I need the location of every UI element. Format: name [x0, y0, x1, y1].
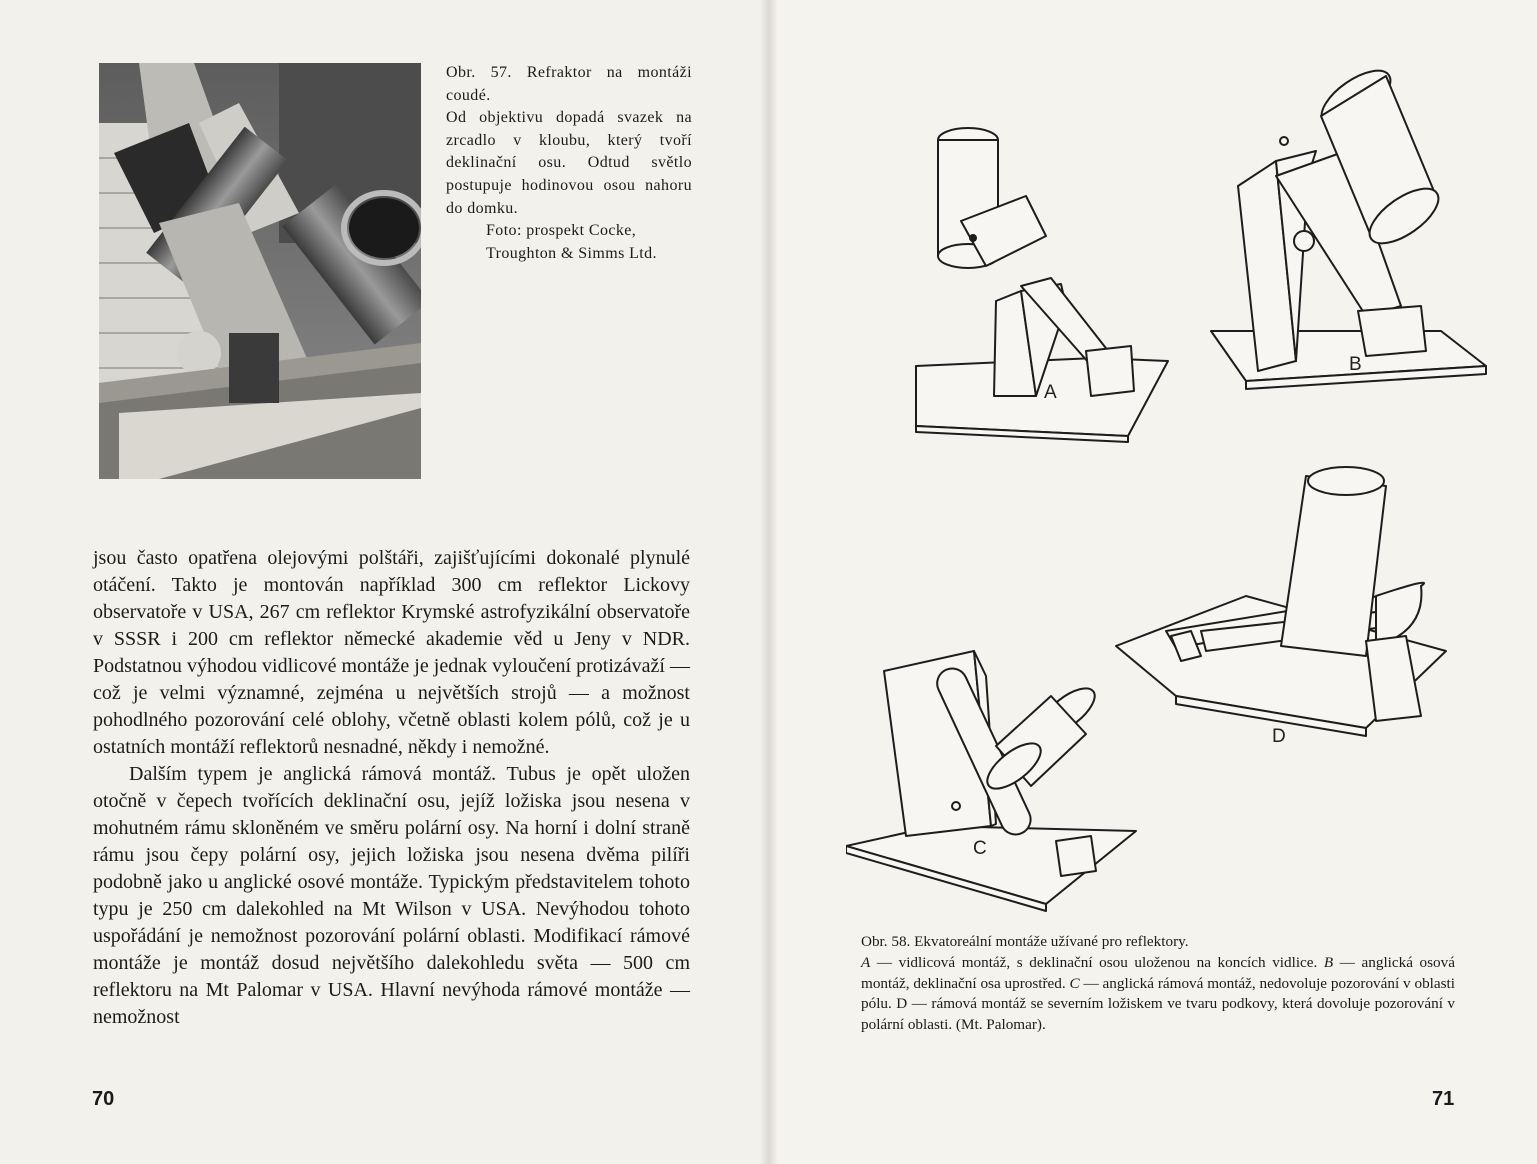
caption58-title: Obr. 58. Ekvatoreální montáže užívané pro reflektory. [861, 933, 1189, 950]
caption58-c-letter: C [1069, 974, 1080, 992]
caption58-b-letter: B [1323, 953, 1334, 971]
left-page [0, 0, 768, 1164]
caption58-c-text: — anglická rámová montáž, nedovoluje pozorování v oblasti pólu. D — rámová montáž se severním ložiskem ve tvaru podkovy, která dovoluje pozorování v polární oblasti. (Mt. Palomar). [861, 974, 1455, 1034]
mounts-line-art [846, 56, 1506, 916]
caption58-a-letter: A [861, 953, 871, 971]
mount-b-drawing [1211, 60, 1486, 389]
mount-d-drawing [1116, 467, 1446, 736]
caption-title: Obr. 57. Refraktor na montáži coudé. [446, 64, 692, 104]
caption-credit-1: Foto: prospekt Cocke, [486, 222, 637, 240]
caption58-a-text: — vidlicová montáž, s deklinační osou uloženou na koncích vidlice. [870, 953, 1318, 971]
body-text [93, 545, 690, 1031]
figure-label-d: D [1272, 726, 1286, 747]
mount-a-drawing [916, 128, 1168, 442]
paragraph-2: Dalším typem je anglická rámová montáž. Tubus je opět uložen otočně v čepech tvořících deklinační osu, jejíž ložiska jsou nesena v mohutném rámu skloněném ve směru polární osy. Na horní i dolní straně rámu jsou čepy polární osy, jejich ložiska jsou nesena dvěma pilíři podobně jako u anglické osové montáže. Typickým představitelem tohoto typu je 250 cm dalekohled na Mt Wilson v USA. Nevýhodou tohoto uspořádání je nemožnost pozorování polární oblasti. Modifikací rámové montáže je montáž dosud největšího dalekohledu světa — 500 cm reflektoru na Mt Palomar v USA. Hlavní nevýhoda rámové montáže — nemožnost [93, 763, 690, 1028]
page-number-left: 70 [92, 1088, 115, 1110]
book-gutter [760, 0, 778, 1164]
refractor-coude-photo [99, 63, 421, 479]
figure-58-mounts-drawing [846, 56, 1506, 916]
figure-label-a: A [1044, 382, 1057, 403]
mount-c-drawing [846, 651, 1136, 911]
figure-label-b: B [1349, 354, 1362, 375]
page-number-right: 71 [1432, 1088, 1455, 1110]
caption-credit-2: Troughton & Simms Ltd. [486, 244, 657, 262]
figure-58-caption [861, 932, 1455, 1036]
figure-57-caption [446, 62, 692, 265]
caption58-b-text: — anglická osová montáž, deklinační osa uprostřed. [861, 953, 1455, 992]
paragraph-1: jsou často opatřena olejovými polštáři, zajišťujícími dokonalé plynulé otáčení. Takto je montován například 300 cm reflektor Lickovy observatoře v USA, 267 cm reflektor Krymské astrofyzikální observatoře v SSSR i 200 cm reflektor německé akademie věd u Jeny v NDR. Podstatnou výhodou vidlicové montáže je jednak vyloučení protizávaží — což je velmi významné, zejména u největších strojů — a možnost pohodlného pozorování celé oblohy, včetně oblasti kolem pólů, což je u ostatních montáží reflektorů nesnadné, někdy i nemožné. [93, 547, 690, 758]
caption-description: Od objektivu dopadá svazek na zrcadlo v kloubu, který tvoří deklinační osu. Odtud světlo postupuje hodinovou osou nahoru do domku. [446, 109, 692, 217]
photo-drawing [99, 63, 421, 479]
figure-label-c: C [973, 838, 987, 859]
